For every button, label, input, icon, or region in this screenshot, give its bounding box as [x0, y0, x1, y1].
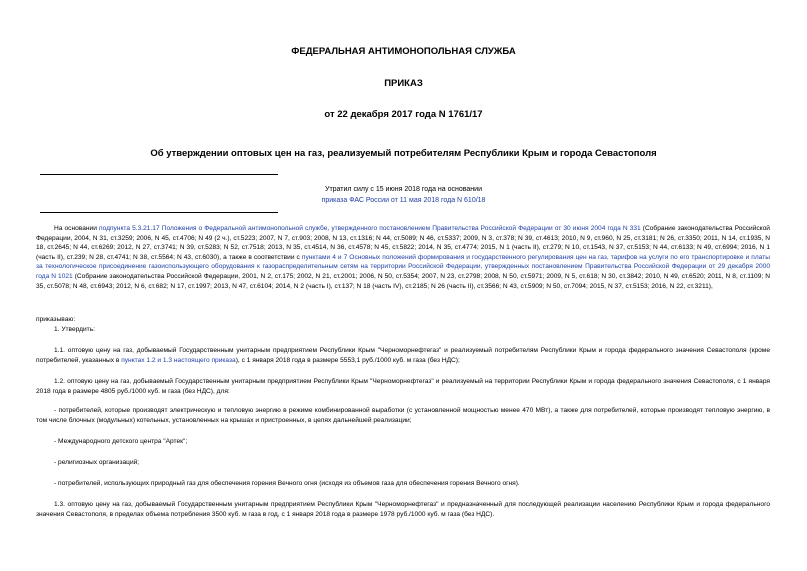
status-note-link[interactable]: приказа ФАС России от 11 мая 2018 года N 610/18	[321, 197, 486, 204]
document-date-number: от 22 декабря 2017 года N 1761/17	[324, 109, 483, 120]
document-type: ПРИКАЗ	[384, 78, 423, 89]
preamble-text-1: На основании	[54, 225, 99, 232]
preamble-link-regulation[interactable]: подпункта 5.3.21.17 Положения о Федеральной антимонопольной службе, утвержденного постановлением Правительства Российской Федерации от 30 июня 2004 года N 331	[99, 225, 641, 232]
item-1-1-text-2: ), с 1 января 2018 года в размере 5553,1 руб./1000 куб. м газа (без НДС);	[235, 356, 460, 364]
item-1-3: 1.3. оптовую цену на газ, добываемый Государственным унитарным предприятием Республики Крым "Черноморнефтегаз" и предназначенный для последующей реализации населению Республики Крым и города федерального значения Севастополя, в пределах объема потребления 3500 куб. м газа в год, с 1 января 2018 года в размере 1978 руб./1000 куб. м газа (без НДС).	[36, 501, 770, 518]
bullet-eternal-flame: - потребителей, использующих природный газ для обеспечения горения Вечного огня (исходя из объемов газа для обеспечения горения Вечного огня).	[54, 480, 520, 487]
preamble-paragraph	[36, 224, 770, 291]
bullet-cogeneration: - потребителей, которые производят электрическую и тепловую энергию в режиме комбинированной выработки (с установленной мощностью менее 470 МВт), а также для потребителей, которые производят тепловую энергию, в том числе блочных (модульных) котельных, установленных на крышах и пристроенных, в целях дальнейшей реализации;	[36, 407, 770, 424]
bottom-divider	[40, 212, 278, 213]
item-1: 1. Утвердить:	[54, 326, 95, 333]
preamble-link-basic-provisions[interactable]: пунктами 4 и 7 Основных положений формирования и государственного регулирования цен на газ, тарифов на услуги по его транспортировке и платы за технологическое присоединение газоиспользующего оборудования к газораспределительным сетям на территории Российской Федерации, утвержденных постановлением Правительства Российской Федерации от 29 декабря 2000 года N 1021	[36, 253, 770, 280]
top-divider	[40, 174, 278, 175]
agency-name: ФЕДЕРАЛЬНАЯ АНТИМОНОПОЛЬНАЯ СЛУЖБА	[291, 46, 516, 57]
item-1-1	[36, 346, 770, 365]
preamble-text-3: (Собрание законодательства Российской Федерации, 2001, N 2, ст.175; 2002, N 21, ст.2001; 2006, N 50, ст.5354; 2007, N 23, ст.2798; 2008, N 50, ст.5971; 2009, N 5, ст.618; N 30, ст.3842; 2010, N 49, ст.6520; 2011, N 8, ст.1109; N 35, ст.5078; N 48, ст.6943; 2012, N 6, ст.682; N 17, ст.1997; 2013, N 47, ст.6104; 2014, N 2 (часть I), ст.137; N 18 (часть IV), ст.2185; N 26 (часть II), ст.3566; N 43, ст.5909; N 50, ст.7094; 2015, N 37, ст.5153; 2016, N 22, ст.3211),	[36, 272, 770, 290]
bullet-religious: - религиозных организаций;	[54, 459, 140, 466]
document-title: Об утверждении оптовых цен на газ, реализуемый потребителям Республики Крым и города Севастополя	[150, 148, 657, 159]
item-1-1-text-1: 1.1. оптовую цену на газ, добываемый Государственным унитарным предприятием Республики Крым "Черноморнефтегаз" и реализуемый потребителям Республики Крым и города федерального значения Севастополя (кроме потребителей, указанных в	[36, 347, 770, 364]
order-word: приказываю:	[36, 316, 76, 323]
preamble-text-2: (Собрание законодательства Российской Федерации, 2004, N 31, ст.3259; 2006, N 45, ст.4706; N 49 (2 ч.), ст.5223; 2007, N 7, ст.903; 2008, N 13, ст.1316; N 44, ст.5089; N 46, ст.5337; 2009, N 3, ст.378; N 39, ст.4613; 2010, N 9, ст.960, N 25, ст.3181; N 26, ст.3350; 2011, N 14, ст.1935, N 18, ст.2645; N 44, ст.6269; 2012, N 27, ст.3741; N 39, ст.5283; N 52, ст.7518; 2013, N 35, ст.4514, N 36, ст.4578; N 45, ст.5822; 2014, N 35, ст.4774; 2015, N 1 (часть II), ст.279; N 10, ст.1543, N 37, ст.5153; N 44, ст.6133; N 49, ст.6994; 2016, N 1 (часть II), ст.239; N 28, ст.4741; N 38, ст.5564; N 43, ст.6030), а также в соответствии с	[36, 225, 770, 261]
item-1-1-link[interactable]: пунктах 1.2 и 1.3 настоящего приказа	[121, 356, 236, 364]
status-note-text: Утратил силу с 15 июня 2018 года на основании	[325, 186, 482, 193]
status-note	[0, 184, 807, 206]
bullet-artek: - Международного детского центра "Артек";	[54, 438, 188, 445]
item-1-2: 1.2. оптовую цену на газ, добываемый Государственным унитарным предприятием Республики Крым "Черноморнефтегаз" и реализуемый на территории Республики Крым и города федерального значения Севастополя, с 1 января 2018 года в размере 4805 руб./1000 куб. м газа (без НДС), для:	[36, 378, 770, 395]
